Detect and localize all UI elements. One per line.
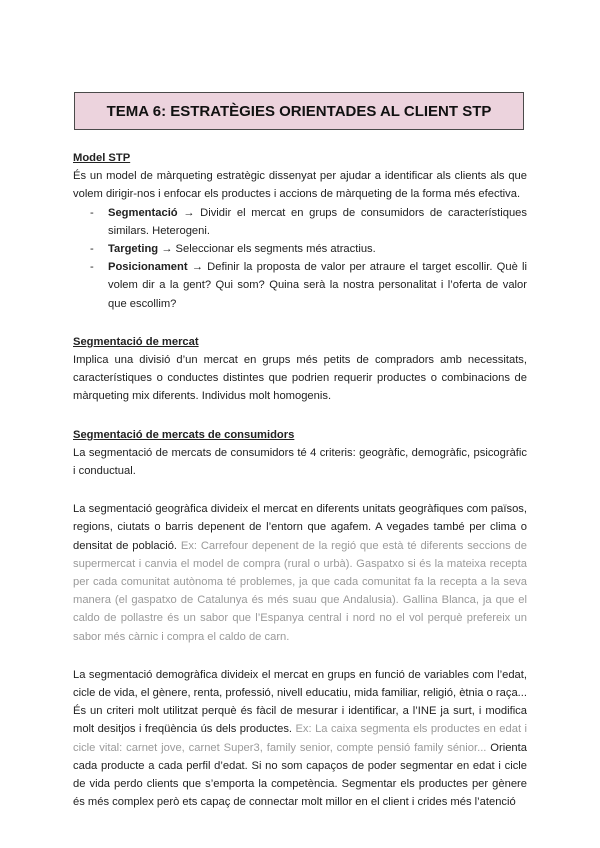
geo-example: Ex: Carrefour depenent de la regió que està té diferents seccions de supermercat i canvia el model de compra (rural o urbà). Gaspatxo si és la mateixa recepta per cada comunitat autònoma té problemes, ja que cada comunitat fa la recepta a la seva manera (el gaspatxo de Catalunya és més suau que Andalusia). Gallina Blanca, ja que el caldo de pollastre és un sabor que l’Espanya central i nord no el vol perquè prefereix un sabor més càrnic i compra el caldo de carn. [73,539,527,643]
demo-text-continued: Orienta cada producte a cada perfil d’edat. Si no som capaços de poder segmentar en edat i cicle de vida perdo clients que s’emporta la competència. Segmentar els productes per gènere és més complex però ets capaç de connectar molt millor en el client i crides més l’atenció [73,741,527,809]
paragraph-consumidors-intro: La segmentació de mercats de consumidors té 4 criteris: geogràfic, demogràfic, psicogràfic i conductual. [73,446,527,478]
paragraph-segmentacio-mercat: Implica una divisió d’un mercat en grups més petits de compradors amb necessitats, característiques o conductes distintes que podrien requerir productes o combinacions de màrqueting mix diferents. Individus molt homogenis. [73,354,527,403]
definition-segmentacio: Dividir el mercat en grups de consumidors de característiques similars. Heterogeni. [108,206,527,237]
list-item-targeting [73,240,527,258]
section-segmentacio-consumidors [73,426,527,812]
arrow-glyph: → [177,206,201,219]
page-title: TEMA 6: ESTRATÈGIES ORIENTADES AL CLIENT STP [74,92,524,130]
paragraph-segmentacio-demografica [73,666,527,812]
paragraph-segmentacio-geografica [73,500,527,646]
term-segmentacio: Segmentació [108,206,178,219]
heading-model-stp: Model STP [73,152,131,164]
geo-text: La segmentació geogràfica divideix el mercat en diferents unitats geogràfiques com països, regions, ciutats o barris depenent de l’entorn que agafem. A vegades també per clima o densitat de població. [73,503,527,552]
demo-text: La segmentació demogràfica divideix el mercat en grups en funció de variables com l’edat, cicle de vida, el gènere, renta, professió, nivell educatiu, mida familiar, religió, ètnia o raça... És un criteri molt utilitzat perquè és fàcil de mesurar i identificar, a l’INE ja surt, i modifica molt desitjos i freqüència ús dels productes. [73,668,527,736]
heading-segmentacio-consumidors: Segmentació de mercats de consumidors [73,428,295,441]
stp-list [73,204,527,313]
paragraph-model-stp-intro: És un model de màrqueting estratègic dissenyat per ajudar a identificar als clients als que volem dirigir-nos i enfocar els productes i accions de màrqueting de la forma més efectiva. [73,170,527,201]
section-segmentacio-mercat [73,333,527,406]
definition-targeting: Seleccionar els segments més atractius. [175,243,376,256]
arrow-glyph: → [187,261,208,274]
demo-example: Ex: La caixa segmenta els productes en edat i cicle vital: carnet jove, carnet Super3, family senior, compte pensió family sénior... [73,723,527,754]
list-item-posicionament [73,258,527,313]
term-targeting: Targeting [108,243,159,256]
definition-posicionament: Definir la proposta de valor per atraure el target escollir. Què li volem dir a la gent? Qui som? Quina serà la nostra personalitat i l’oferta de valor que escollim? [108,261,527,310]
arrow-glyph: → [158,243,176,256]
document-body [73,149,527,812]
term-posicionament: Posicionament [108,261,188,274]
list-item-segmentacio [73,204,527,240]
section-model-stp [73,149,527,313]
heading-segmentacio-mercat: Segmentació de mercat [73,335,199,348]
